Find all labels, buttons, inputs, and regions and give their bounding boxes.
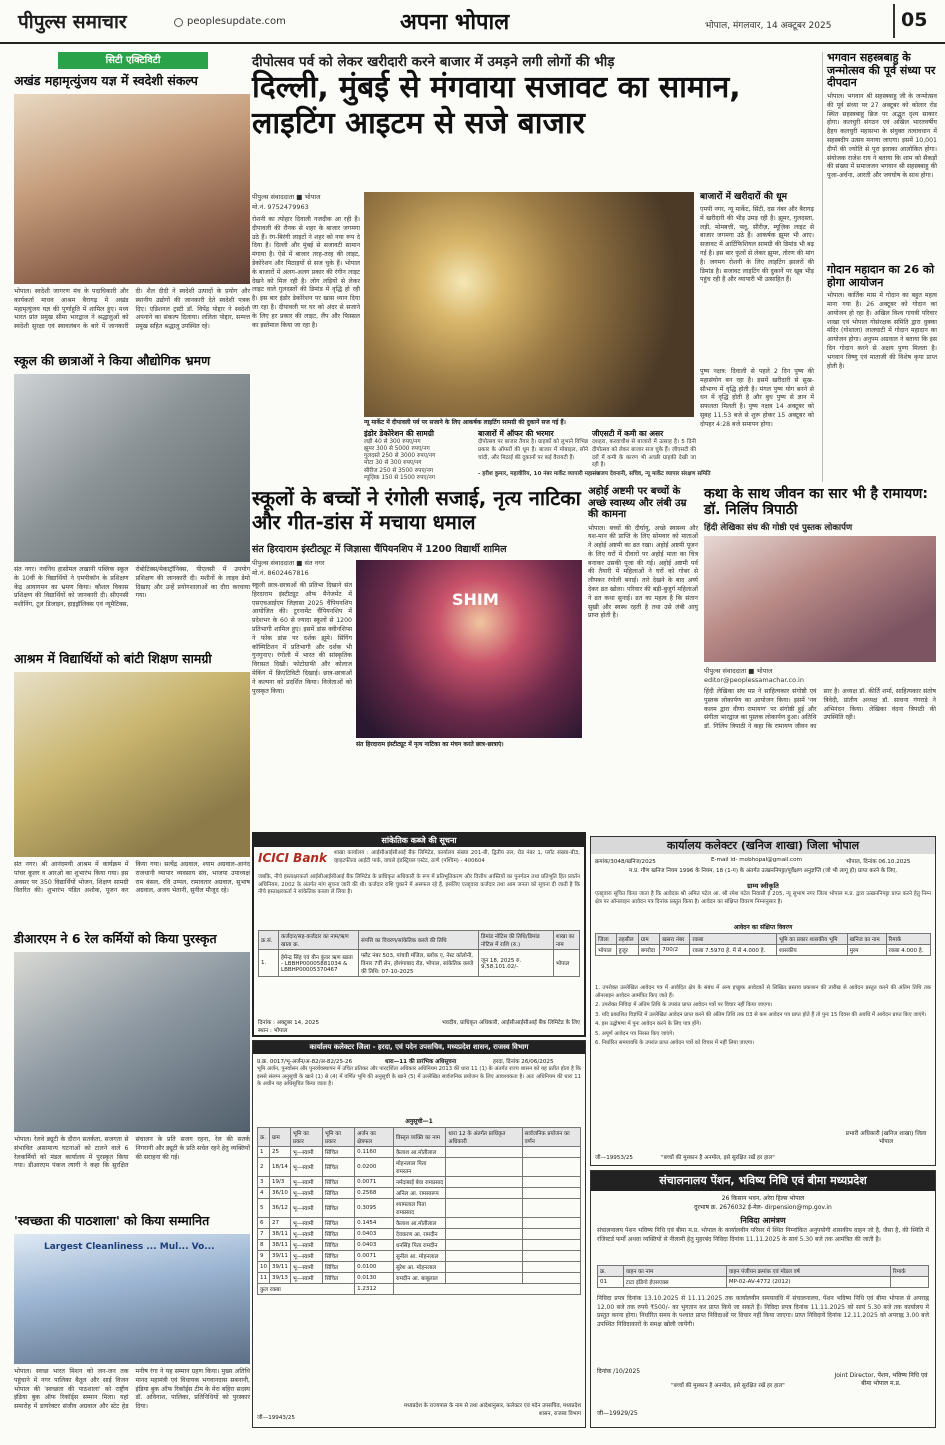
table-cell: 10 bbox=[258, 1262, 270, 1273]
city-activity-label: सिटी एक्टिविटी bbox=[58, 52, 208, 69]
decoration-item: म्यूज़िक 150 से 1500 रुपए/नग bbox=[364, 474, 436, 481]
collector-title: कार्यालय कलेक्टर (खनिज शाखा) जिला भोपाल bbox=[591, 837, 935, 854]
table-cell: 38/11 bbox=[270, 1229, 291, 1240]
story-ashram-photo bbox=[14, 672, 250, 857]
table-cell: भू—स्वामी bbox=[290, 1262, 322, 1273]
ramayan-story bbox=[704, 486, 936, 828]
table-cell: भू—स्वामी bbox=[290, 1147, 322, 1158]
website[interactable]: peoplesupdate.com bbox=[187, 16, 286, 27]
collector-ref2: जी—19953/25 bbox=[595, 1155, 633, 1161]
icici-place: स्थान : भोपाल bbox=[258, 1028, 288, 1034]
table-row bbox=[259, 950, 580, 977]
table-row bbox=[258, 1229, 581, 1240]
table-cell: 39/13 bbox=[270, 1273, 291, 1284]
table-cell: सिंचित bbox=[322, 1218, 354, 1229]
table-cell: कैलाश आ.मोतीलाल bbox=[393, 1218, 445, 1229]
icici-logo: ICICI Bank bbox=[258, 851, 327, 865]
award-banner-text: Largest Cleanliness ... Mul... Vo... bbox=[44, 1242, 215, 1252]
table-cell: 2 bbox=[258, 1158, 270, 1177]
table-header: वाहन पंजीयन क्रमांक एवं मॉडल वर्ष bbox=[726, 1266, 890, 1277]
table-cell bbox=[522, 1147, 580, 1158]
page-number: 05 bbox=[893, 4, 935, 38]
table-cell bbox=[446, 1218, 522, 1229]
table-cell: मुरम bbox=[847, 945, 886, 956]
table-cell: 11 bbox=[258, 1273, 270, 1284]
table-cell: मोहनलाल पिता रामरतन bbox=[393, 1158, 445, 1177]
collector-date: भोपाल, दिनांक 06.10.2025 bbox=[846, 859, 911, 865]
table-cell: 39/11 bbox=[270, 1262, 291, 1273]
ramayan-photo bbox=[704, 536, 936, 662]
harda-body: भूमि अर्जन, पुनर्वासन और पुनर्व्यवस्थापन में उचित प्रतिकर और पारदर्शिता अधिकार अधिनियम 2013 की धारा 11 (1) के अंतर्गत राज्य शासन को यह प्रतीत होता है कि इससे संलग्न अनुसूची के खाने (1) से (4) में वर्णित भूमि की अनुसूची के खाने (5) में उल्लेखित सार्वजनिक प्रयोजन के लिए आवश्यकता है। अतः अधिनियम की धारा 11 के अधीन यह अधिसूचित किया जाता है। bbox=[257, 1066, 581, 1088]
table-cell: 0.3095 bbox=[355, 1199, 394, 1218]
table-cell: 1. bbox=[259, 950, 279, 977]
table-header: रिमार्क bbox=[886, 934, 930, 945]
table-cell: रकबा 7.5970 हे. में से 4.000 हे. bbox=[690, 945, 777, 956]
table-cell: सिंचित bbox=[322, 1158, 354, 1177]
story-cleanliness-photo bbox=[14, 1234, 250, 1364]
decoration-price-box bbox=[364, 430, 474, 482]
table-cell: शासकीय bbox=[776, 945, 847, 956]
harda-notice-ad bbox=[252, 1040, 586, 1428]
table-header: ग्राम bbox=[638, 934, 659, 945]
collector-point: 1. उपरोक्त उल्लेखित आवेदन पत्र में आवेदित क्षेत्र के संबंध में अन्य इच्छुक आवेदकों से लिखित प्रस्ताव प्रकाशन की तारीख से आवेदन प्रस्तुत करने की अंतिम तिथि तक ऑनलाइन आवेदन आमंत्रित किए जाते हैं। bbox=[595, 985, 931, 999]
gst-box-title: जीएसटी में कमी का असर bbox=[592, 429, 664, 438]
decoration-item: लड़ी 40 से 300 रुपए/नग bbox=[364, 438, 421, 445]
icici-signature: भवदीय, प्राधिकृत अधिकारी, आईसीआईसीआई बैंक लिमिटेड के लिए bbox=[441, 1020, 580, 1026]
table-cell bbox=[522, 1177, 580, 1188]
total-label: कुल रकबा bbox=[258, 1284, 355, 1295]
table-total-row bbox=[258, 1284, 581, 1295]
school-story-photo bbox=[356, 560, 582, 738]
lead-story bbox=[252, 52, 814, 482]
offers-box-body: दीपोत्सव पर बाजार तैयार है। ग्राहकों को लुभाने विभिन्न प्रकार के ऑफरों की धूम है। बाजार में मोबाइल, सोने चांदी, और मिठाई की दुकानों पर कई वैरायटी हैं। bbox=[478, 438, 588, 461]
table-cell bbox=[446, 1229, 522, 1240]
table-cell: भू—स्वामी bbox=[290, 1240, 322, 1251]
table-cell: भोपाल bbox=[596, 945, 617, 956]
ramayan-headline: कथा के साथ जीवन का सार भी है रामायण: डॉ. निलिंप त्रिपाठी bbox=[704, 486, 928, 519]
table-header: क्र.सं. bbox=[259, 931, 279, 950]
gst-box-body: दशहरा, करवाचौथ से बाजारों में उत्साह है। 5 दिनी दीपोत्सव को लेकर बाजार सज चुके हैं। जीएसटी की दरों में कमी के कारण भी अच्छी ग्राहकी देखी जा रही है। bbox=[592, 438, 696, 469]
ahoi-title: अहोई अष्टमी पर बच्चों के अच्छे स्वास्थ्य और लंबी उम्र की कामना bbox=[588, 486, 687, 520]
icici-body: जबकि, नीचे हस्ताक्षरकर्ता आईसीआईसीआई बैंक लिमिटेड के प्राधिकृत अधिकारी के रूप में प्रतिभूतिकरण और वित्तीय आस्तियों का पुनर्गठन तथा प्रतिभूति हित प्रवर्तन अधिनियम, 2002 के अंतर्गत मांग सूचना जारी की थी। कर्जदार राशि चुकाने में असफल रहे हैं, इसलिए एतद्द्वारा कर्जदार तथा आम जनता को सूचना दी जाती है कि नीचे हस्ताक्षरकर्ता ने सांकेतिक कब्जा ले लिया है। bbox=[258, 874, 580, 896]
story-school-title: स्कूल की छात्राओं ने किया औद्योगिक भ्रमण bbox=[14, 353, 211, 368]
table-cell: सिंचित bbox=[322, 1251, 354, 1262]
table-cell: 0.0130 bbox=[355, 1273, 394, 1284]
school-rangoli-story bbox=[252, 486, 582, 828]
table-cell bbox=[446, 1273, 522, 1284]
table-header: रिमार्क bbox=[890, 1266, 928, 1277]
table-cell: 7 bbox=[258, 1229, 270, 1240]
table-cell bbox=[446, 1188, 522, 1199]
table-header: तहसील bbox=[616, 934, 638, 945]
masthead bbox=[0, 0, 945, 44]
ramayan-subhead: हिंदी लेखिका संघ की गोष्ठी एवं पुस्तक लोकार्पण bbox=[704, 523, 853, 533]
table-cell: देवकरण आ. रामदीन bbox=[393, 1229, 445, 1240]
lead-photo bbox=[364, 192, 694, 417]
gst-box bbox=[592, 429, 711, 482]
table-cell: कैलाश आ.मोतीलाल bbox=[393, 1147, 445, 1158]
school-story-byline: पीपुल्स संवाददाता ■ संत नगर bbox=[252, 559, 325, 567]
table-cell: 0.0071 bbox=[355, 1251, 394, 1262]
table-cell: 1 bbox=[258, 1147, 270, 1158]
table-cell bbox=[446, 1262, 522, 1273]
ramayan-body: हिंदी लेखिका संघ मप्र ने साहित्यकार संगोष्ठी एवं पुस्तक लोकार्पण का आयोजन किया। इसमें 'नव कलम द्वारा वीणा रामायण' पर संगोष्ठी हुई और संगीता भारद्वाज का पुस्तक लोकार्पण हुआ। अतिथि डॉ. निलिंप त्रिपाठी ने कहा कि रामायण जीवन का सार है। अध्यक्ष डॉ. कीर्ति शर्मा, साहित्यकार संतोष त्रिवेदी, प्रांतीय अध्यक्ष डॉ. साधना गंगराड़े ने अभिनंदन किया। लेखिका वंदना त्रिपाठी की उपस्थिति रही। bbox=[704, 688, 936, 731]
pension-slogan: "बच्चों की मुस्कान है अनमोल, इसे सुरक्षित रखें हर हाल" bbox=[671, 1383, 785, 1389]
table-cell bbox=[446, 1251, 522, 1262]
collector-point: 5. अपूर्ण आवेदन पत्र निरस्त किए जाएंगे। bbox=[595, 1030, 675, 1037]
collector-rule: म.प्र. गौण खनिज नियम 1996 के नियम, 18 (1-ग) के अंतर्गत उत्खननिपट्टा/पूर्वेक्षण अनुज्ञप्ति (जो भी लागू हो) प्राप्त करने के लिए, bbox=[628, 868, 898, 874]
icici-notice-ad bbox=[252, 832, 586, 1037]
table-row bbox=[596, 945, 931, 956]
story-yagya-title: अखंड महामृत्युंजय यज्ञ में स्वदेशी संकल्प bbox=[14, 73, 198, 88]
collector-title2: ग्राम्य स्वीकृति bbox=[747, 882, 779, 890]
collector-ref: क्रमांक/3048/खनिज/2025 bbox=[595, 859, 656, 865]
story-cleanliness-title: 'स्वच्छता की पाठशाला' को किया सम्मानित bbox=[14, 1213, 210, 1228]
table-cell bbox=[393, 1284, 580, 1295]
table-cell: 39/11 bbox=[270, 1251, 291, 1262]
decoration-item: झूमर 300 से 5000 रुपए/नग bbox=[364, 445, 430, 452]
table-cell: 4 bbox=[258, 1188, 270, 1199]
pension-date: दिनांक /10/2025 bbox=[597, 1368, 641, 1375]
school-story-body: स्कूली छात्र-छात्राओं की प्रतिभा दिखाने संत हिरदाराम इंस्टीट्यूट ऑफ मैनेजमेंट में एसएचआईएम जिज्ञासा 2025 चैंपियनशिप आयोजित की। टूरनामेंट चैंपियनशिप में प्रदेशभर के 60 से ज्यादा स्कूलों से 1200 प्रतिभागी शामिल हुए। इसमें डांस क्वीनशिप्स ने फोक डांस पर दर्शक झूमे। सिंगिंग कॉम्पिटिशन में प्रतिभागी और दर्शक भी गुनगुनाए। रंगोली में भारत की सांस्कृतिक विरासत दिखी। फोटोग्राफी और कोलाज मेकिंग में क्रिएटिविटी दिखाई। छात्र-छात्राओं ने कल्पना को प्रदर्शित किया। विजेताओं को पुरस्कृत किया। bbox=[252, 582, 352, 695]
harda-date: हरदा, दिनांक 26/06/2025 bbox=[493, 1059, 554, 1065]
harda-title: कार्यालय कलेक्टर जिला - हरदा, एवं पदेन उपसचिव, मध्यप्रदेश शासन, राजस्व विभाग bbox=[253, 1041, 585, 1054]
story-school-body: संत नगर। नवनिध हासोमल लखानी पब्लिक स्कूल के 10वीं के विद्यार्थियों ने एमपीकॉन के प्रशिक्षण केंद्र आवागमन का भ्रमण किया। कौशल विकास प्रशिक्षण की विद्यार्थियों को जानकारी दी। सीएनसी मशीनिंग, टूल डिजाइन, हाइड्रॉलिक्स एवं न्यूमैटिक्स, रोबोटिक्स/मेकाट्रॉनिक्स, पीएलसी में उपयोग प्रशिक्षण की जानकारी दी। मशीनों के लाइव डेमो दिखाए और उन्हें प्रयोगशालाओं का दौरा करवाया गया। bbox=[14, 566, 250, 609]
table-cell: जून 18, 2025 रु. 9,58,101.02/- bbox=[479, 950, 554, 977]
table-cell bbox=[522, 1240, 580, 1251]
story-drm-title: डीआरएम ने 6 रेल कर्मियों को किया पुरस्कृत bbox=[14, 931, 217, 946]
table-header: भूमि का प्रकार bbox=[322, 1128, 354, 1147]
ahoi-body: भोपाल। बच्चों की दीर्घायु, अच्छे स्वास्थ्य और यश-मान की प्राप्ति के लिए सोमवार को माताओं ने अहोई अष्टमी का व्रत रखा। अहोई अष्टमी पूजन के लिए घरों में दीवारों पर अहोई माता का चित्र बनाकर उसकी पूजा की गई। अहोई अष्टमी पर्व की तैयारी में महिलाओं ने घरों को गोबर से लीपकर रंगोली बनाई। तारे देखने के बाद अर्घ्य देकर व्रत खोला। परिवार की बड़ी-बुजुर्ग महिलाओं ने व्रत कथा सुनाई। व्रत का महत्व है कि संतान सुखी और स्वस्थ रहती है तथा उसे लंबी आयु प्राप्त होती है। bbox=[588, 524, 698, 620]
ahoi-ashtami-story bbox=[588, 486, 698, 828]
table-cell: 8 bbox=[258, 1240, 270, 1251]
table-header: खसरा नंबर bbox=[660, 934, 690, 945]
table-cell bbox=[522, 1218, 580, 1229]
table-cell: भू—स्वामी bbox=[290, 1188, 322, 1199]
table-cell: भू—स्वामी bbox=[290, 1177, 322, 1188]
table-header: भूमि का प्रकार शासकीय भूमि bbox=[776, 934, 847, 945]
school-story-mobile: मो.नं. 8602467816 bbox=[252, 569, 309, 577]
table-cell: सुरेश आ. मोहनलाल bbox=[393, 1262, 445, 1273]
table-cell: 0.1454 bbox=[355, 1218, 394, 1229]
sahastrabahu-body: भोपाल। भगवान श्री सहस्त्रबाहु जी के जन्मोत्सव की पूर्व संध्या पर 27 अक्टूबर को कोलार रोड स्थित सहस्त्रबाहु ब्रिज पर अद्भुत दृश्य साकार होगा। कलचुरी संगठन एवं अखिल भारतवर्षीय हैहय कलचुरी महासभा के संयुक्त तत्वावधान में सहस्त्रदीप उत्सव मनाया जाएगा। इसमें 10,001 दीपों की ज्योति से पूरा इलाका आलोकित होगा। संयोजक राजेश राय ने बताया कि शाम को सैकड़ों की संख्या में समाजजन भगवान श्री सहस्त्रबाहु की पूजा-अर्चना, आरती और जयघोष के साथ होगा। bbox=[827, 92, 937, 180]
table-cell: 5 bbox=[258, 1199, 270, 1218]
lead-photo-caption: न्यू मार्केट में दीपावली पर्व पर सजाने के लिए आकर्षक लाइटिंग सामग्री की दुकानें सज गई हैं। bbox=[364, 419, 566, 426]
table-row bbox=[258, 1177, 581, 1188]
collector-email[interactable]: E-mail id- mobhopal@gmail.com bbox=[711, 857, 802, 863]
section-title: अपना भोपाल bbox=[400, 10, 510, 35]
table-cell: 9 bbox=[258, 1251, 270, 1262]
lead-side-body: एमपी नगर, न्यू मार्केट, सिंटी, दस नंबर और बैरागढ़ में खरीदारी की भीड़ उमड़ रही है। झूमर, गुलदस्ता, लड़ी, मोमबत्ती, फ्लू, सीरीज़, म्यूज़िक लाइट से बाजार जगमगा उठे हैं। आकर्षक झूमर भी आए। सजावट में आर्टिफिशियल सामग्री की डिमांड भी बढ़ गई है। इस बार फूलों से लेकर झूमर, तोरण की मांग है। जगमग रोशनी के लिए लाइटिंग झालरों की डिमांड है। सजावट लाइटिंग की दुकानें पर खूब भीड़ पहुंच रही है और व्यापारी भी उत्साहित हैं। bbox=[700, 206, 814, 284]
pension-ref2: जी—19929/25 bbox=[597, 1410, 638, 1417]
table-cell bbox=[522, 1251, 580, 1262]
table-cell: 01 bbox=[598, 1277, 624, 1288]
table-cell: धनसिंह पिता रामदीन bbox=[393, 1240, 445, 1251]
table-cell: सिंचित bbox=[322, 1240, 354, 1251]
table-cell bbox=[522, 1158, 580, 1177]
table-cell bbox=[522, 1188, 580, 1199]
table-cell: 0.0100 bbox=[355, 1262, 394, 1273]
table-header: क्र. bbox=[258, 1128, 270, 1147]
harda-ref2: जी—19943/25 bbox=[257, 1415, 295, 1421]
decoration-item: गुलदस्ते 250 से 3000 रुपए/नग bbox=[364, 453, 436, 460]
table-cell: भू—स्वामी bbox=[290, 1229, 322, 1240]
table-row bbox=[258, 1240, 581, 1251]
table-cell bbox=[446, 1147, 522, 1158]
table-cell: 36/10 bbox=[270, 1188, 291, 1199]
godan-body: भोपाल। कार्तिक मास में गोदान का बहुत महत्व माना गया है। 26 अक्टूबर को गोदान का आयोजन हो रहा है। अखिल विश्व गायत्री परिवार शाखा एवं भोपाल गोसंरक्षक समिति द्वारा धुक्का मंदिर (गोशाला) लालघाटी में गोदान महादान का आयोजन होगा। अनुपम अग्रवाल ने बताया कि इस दिन गोदान करने से अक्षय पुण्य मिलता है। भगवान विष्णु एवं माताजी की विशेष कृपा प्राप्त होती है। bbox=[827, 292, 937, 370]
table-header-row bbox=[259, 931, 580, 950]
pension-signature: Joint Director, पेंशन, भविष्य निधि एवं बीमा भोपाल म.प्र. bbox=[834, 1372, 928, 1387]
table-cell: 3 bbox=[258, 1177, 270, 1188]
table-cell bbox=[446, 1158, 522, 1177]
table-cell bbox=[522, 1273, 580, 1284]
offers-box bbox=[478, 429, 600, 482]
table-cell: भू—स्वामी bbox=[290, 1273, 322, 1284]
total-value: 1.2312 bbox=[355, 1284, 394, 1295]
table-cell: 27 bbox=[270, 1218, 291, 1229]
ramayan-email[interactable]: editor@peoplessamachar.co.in bbox=[704, 676, 804, 684]
table-cell: टाटा इंडिगो ईएसएक्स bbox=[623, 1277, 726, 1288]
table-cell: भू—स्वामी bbox=[290, 1199, 322, 1218]
offers-box-title: बाजारों में ऑफर की भरमार bbox=[478, 429, 554, 438]
lead-headline: दिल्ली, मुंबई से मंगवाया सजावट का सामान, लाइटिंग आइटम से सजे बाजार bbox=[252, 70, 741, 141]
lead-byline: पीपुल्स संवाददाता ■ भोपाल bbox=[252, 193, 321, 201]
table-header: डिमांड नोटिस की तिथि/डिमांड नोटिस में राशि (रु.) bbox=[479, 931, 554, 950]
godan-title: गोदान महादान का 26 को होगा आयोजन bbox=[827, 262, 935, 289]
table-cell bbox=[446, 1240, 522, 1251]
table-cell bbox=[522, 1262, 580, 1273]
story-yagya-body: भोपाल। स्वदेशी जागरण मंच के पदाधिकारी और कार्यकर्ता माधव आश्रम बैरागढ़ में अखंड महामृत्युंजय यज्ञ की पूर्णाहुति में शामिल हुए। मध्य भारत प्रांत प्रमुख सीमा भारद्वाज ने श्रद्धालुओं को स्वदेशी सुरक्षा एवं स्वावलंबन के बारे में जानकारी दी। शैल दीदी ने स्वदेशी उत्पादों के प्रयोग और स्थानीय उद्योगों की जानकारी देते स्वदेशी पत्रक दिए। एडिशनल ट्रस्टी डॉ. विपेंद्र पोद्दार ने स्वदेशी अपनाने का संकल्प दिलाया। ललिता पोद्दार, सम्पत्त प्रमुख सहित श्रद्धालु उपस्थित रहे। bbox=[14, 288, 250, 331]
table-cell bbox=[522, 1229, 580, 1240]
collector-points bbox=[595, 985, 931, 1125]
table-cell: श्यामलाल पिता रामप्रसाद bbox=[393, 1199, 445, 1218]
table-cell: 6 bbox=[258, 1218, 270, 1229]
dateline: भोपाल, मंगलवार, 14 अक्टूबर 2025 bbox=[705, 21, 832, 31]
table-cell: रकबा 4.000 हे. bbox=[886, 945, 930, 956]
table-cell: अनिल आ. रामस्वरूप bbox=[393, 1188, 445, 1199]
table-cell: 19/3 bbox=[270, 1177, 291, 1188]
table-row bbox=[258, 1273, 581, 1284]
collector-mining-ad bbox=[590, 836, 936, 1166]
pension-phone: दूरभाष क्र. 2676032 ई-मेल- dirpension@mp.gov.in bbox=[694, 1204, 832, 1211]
table-cell: 0.0200 bbox=[355, 1158, 394, 1177]
table-cell: बगरोदा bbox=[638, 945, 659, 956]
icici-notice-title: सांकेतिक कब्जे की सूचना bbox=[254, 834, 584, 847]
table-cell: हुजूर bbox=[616, 945, 638, 956]
table-cell: MP-02-AV-4772 (2012) bbox=[726, 1277, 890, 1288]
school-photo-caption: संत हिरदाराम इंस्टीट्यूट में नृत्य नाटिका का मंचन करते छात्र-छात्राएं। bbox=[356, 741, 504, 748]
table-cell: सिंचित bbox=[322, 1177, 354, 1188]
table-header: कर्जदार/सह-कर्जदार का नाम/ऋण खाता क्र. bbox=[279, 931, 359, 950]
table-header: खनिज का नाम bbox=[847, 934, 886, 945]
table-row bbox=[258, 1147, 581, 1158]
brand-logo: पीपुल्स समाचार bbox=[18, 11, 127, 33]
story-drm-photo bbox=[14, 952, 250, 1132]
story-school-photo bbox=[14, 374, 250, 562]
table-cell: 36/12 bbox=[270, 1199, 291, 1218]
table-cell: 700/2 bbox=[660, 945, 690, 956]
table-header: संपत्ति का विवरण/सांकेतिक कब्जे की तिथि bbox=[359, 931, 479, 950]
table-row bbox=[258, 1158, 581, 1177]
table-header: रकबा bbox=[690, 934, 777, 945]
harda-ref: प्र.क्र. 0017/भू-अर्जन/अ-82/अ-82/25-26 bbox=[257, 1059, 353, 1065]
pension-notice-title: निविदा आमंत्रण bbox=[740, 1216, 786, 1225]
icici-table bbox=[258, 930, 580, 977]
table-cell: 38/11 bbox=[270, 1240, 291, 1251]
table-header: क्र. bbox=[598, 1266, 624, 1277]
table-cell bbox=[890, 1277, 928, 1288]
table-cell: सिंचित bbox=[322, 1262, 354, 1273]
table-cell: सिंचित bbox=[322, 1273, 354, 1284]
table-cell: हेमेन्द्र सिंह एवं यीन कुंवर ऋण खाता - LBBHP00005881034 & LBBHP00005370467 bbox=[279, 950, 359, 977]
table-row bbox=[258, 1199, 581, 1218]
table-cell: फ्लैट नंबर 503, पांचवी मंजिल, ब्लॉक ए, नेस्ट कॉलोनी, विनार 7वीं लेन, होशंगाबाद रोड, भोपाल, सांकेतिक कब्जे की तिथि: 07-10-2025 bbox=[359, 950, 479, 977]
table-cell: 25 bbox=[270, 1147, 291, 1158]
table-header: जिला bbox=[596, 934, 617, 945]
collector-table bbox=[595, 933, 931, 956]
decoration-box-title: इंडोर डेकोरेशन की सामग्री bbox=[364, 429, 434, 438]
table-cell: सिंचित bbox=[322, 1199, 354, 1218]
decoration-item: मोटा 30 से 300 रुपए/नग bbox=[364, 460, 422, 467]
lead-mobile: मो.नं. 9752479963 bbox=[252, 203, 309, 211]
table-cell bbox=[446, 1177, 522, 1188]
table-row bbox=[258, 1262, 581, 1273]
icici-address: शाखा कार्यालय : आईसीआईसीआई बैंक लिमिटेड, कार्यालय संख्या 201-बी, द्वितीय तल, रोड नंबर 1, प्लॉट संख्या-बी3, व्हाइटफील्ड आईटी पार्क, वाघले इंडस्ट्रियल एस्टेट, ठाणे (पश्चिम) - 400604 bbox=[334, 850, 580, 864]
table-cell: 0.0071 bbox=[355, 1177, 394, 1188]
collector-subtitle: आवेदन का संक्षिप्त विवरण bbox=[733, 924, 793, 931]
table-header: वाहन का नाम bbox=[623, 1266, 726, 1277]
table-header-row bbox=[598, 1266, 929, 1277]
globe-icon bbox=[174, 18, 183, 27]
harda-schedule-label: अनुसूची—1 bbox=[405, 1118, 433, 1125]
table-row bbox=[598, 1277, 929, 1288]
sahastrabahu-title: भगवान सहस्त्रबाहु के जन्मोत्सव की पूर्व संध्या पर दीपदान bbox=[827, 51, 936, 90]
right-column bbox=[822, 52, 936, 482]
table-cell: सुनील आ. मोहनलाल bbox=[393, 1251, 445, 1262]
collector-point: 4. इस उद्घोषणा में पुनः आवेदन करने के लिए पात्र होंगे। bbox=[595, 1021, 702, 1028]
table-cell: सिंचित bbox=[322, 1188, 354, 1199]
table-header-row bbox=[596, 934, 931, 945]
pension-address: 26 किसान भवन, अरेरा हिल्स भोपाल bbox=[721, 1195, 805, 1202]
story-ashram-body: संत नगर। श्री आनंदमयी आश्रम में कार्यक्रम में पांचर कूलर व आरओ का शुभारंभ किया गया। इस अवसर पर 350 विद्यार्थियों भोजन, शिक्षण सामग्री वितरित की। शुभारंभ पंडित अशोक, पूजन कर किया गया। सत्येंद्र अग्रवाल, श्याम अग्रवाल-आनंद राजधानी व्यापार व्यवसाय संघ, भाजपा उपाध्यक्ष राम बंसल, रवि उप्पल, रामावतार अग्रवाल, सुभाष अग्रवाल, अजय भेतानी, सुनील मौजूद रहे। bbox=[14, 861, 250, 895]
table-header: शाखा का नाम bbox=[553, 931, 579, 950]
table-row bbox=[258, 1188, 581, 1199]
table-cell: रामदीन आ. बाबूलाल bbox=[393, 1273, 445, 1284]
table-header: अर्जन का क्षेत्रफल bbox=[355, 1128, 394, 1147]
shim-banner-text: SHIM bbox=[452, 590, 499, 609]
school-story-subhead: संत हिरदाराम इंस्टीट्यूट में जिज्ञासा चैंपियनशिप में 1200 विद्यार्थी शामिल bbox=[252, 544, 507, 555]
icici-date: दिनांक : अक्टूबर 14, 2025 bbox=[258, 1020, 320, 1026]
table-header: विस्तृत व्यक्ति का नाम bbox=[393, 1128, 445, 1147]
table-cell: सिंचित bbox=[322, 1147, 354, 1158]
table-header: भूमि का प्रकार bbox=[290, 1128, 322, 1147]
collector-point: 3. यदि प्रकाशित विज्ञप्ति में उल्लेखित आवेदन प्राप्त करने की अंतिम तिथि तक 03 से कम आवेदन पत्र प्राप्त होते हैं तो पुनः 15 दिवस की अवधि में आवेदन प्राप्त किए जाएंगे। bbox=[595, 1011, 927, 1018]
harda-table bbox=[257, 1127, 581, 1295]
story-yagya-photo bbox=[14, 94, 250, 284]
harda-section: धारा—11 की प्रारंभिक अधिसूचना bbox=[385, 1059, 457, 1065]
offers-box-quote: - हरीश कुमार, महावीरिय, 10 नंबर मार्केट व्यापारी महासंघ bbox=[478, 470, 600, 477]
table-cell: 0.0403 bbox=[355, 1229, 394, 1240]
table-cell: भू—स्वामी bbox=[290, 1251, 322, 1262]
table-cell: भू—स्वामी bbox=[290, 1218, 322, 1229]
gst-box-quote: - अजय देवनानी, सचिव, न्यू मार्केट व्यापार संरक्षण समिति bbox=[592, 470, 711, 477]
school-story-headline: स्कूलों के बच्चों ने रंगोली सजाई, नृत्य नाटिका और गीत-डांस में मचाया धमाल bbox=[252, 486, 581, 535]
table-header: धारा 12 के अंतर्गत प्राधिकृत अधिकारी bbox=[446, 1128, 522, 1147]
table-cell: 0.0403 bbox=[355, 1240, 394, 1251]
table-header-row bbox=[258, 1128, 581, 1147]
table-row bbox=[258, 1251, 581, 1262]
pension-tender-ad bbox=[590, 1170, 936, 1428]
table-cell bbox=[522, 1199, 580, 1218]
harda-signature: मध्यप्रदेश के राज्यपाल के नाम से तथा आदेशानुसार, कलेक्टर एवं पदेन उपसचिव, मध्यप्रदेश शासन, राजस्व विभाग bbox=[403, 1403, 581, 1417]
lead-kicker: दीपोत्सव पर्व को लेकर खरीदारी करने बाजार में उमड़ने लगी लोगों की भीड़ bbox=[252, 54, 615, 70]
left-column bbox=[14, 52, 250, 1437]
table-cell: सिंचित bbox=[322, 1229, 354, 1240]
table-cell: 0.1160 bbox=[355, 1147, 394, 1158]
table-cell bbox=[446, 1199, 522, 1218]
pension-terms: निविदा प्रपत्र दिनांक 13.10.2025 से 11.11.2025 तक कार्यालयीन समयावधि में संचालनालय, पेंशन भविष्य निधि एवं बीमा भोपाल से अपराह्न 12.00 बजे तक रुपये ₹500/- का भुगतान कर प्राप्त किये जा सकते हैं। निविदा प्रपत्र दिनांक 11.11.2025 को सायं 5.30 बजे तक कार्यालय में प्रस्तुत करना होगा। निर्धारित समय के पश्चात प्राप्त निविदाओं पर विचार नहीं किया जाएगा। प्राप्त निविदायें दिनांक 12.11.2025 को अपराह्न 3.00 बजे उपस्थित निविदाकारों के समक्ष खोली जायेंगी। bbox=[597, 1295, 929, 1328]
lead-side-title: बाजारों में खरीदारों की धूम bbox=[700, 192, 788, 202]
collector-slogan: "बच्चों की मुस्कान है अनमोल, इसे सुरक्षित रखें हर हाल" bbox=[661, 1155, 775, 1161]
collector-body: एतद्द्वारा सूचित किया जाता है कि आवेदक श्री अमित पटेल आ. श्री रमेश पटेल निवासी ई 205, न्यू सुभाष नगर जिला भोपाल म.प्र. द्वारा उत्खननिपट्टा प्राप्त करने हेतु निम्न क्षेत्र पर ऑनलाइन आवेदन पत्र दिनांक प्रस्तुत किया है। आवेदन का संक्षिप्त विवरण निम्नानुसार है। bbox=[595, 891, 931, 905]
pension-title: संचालनालय पेंशन, भविष्य निधि एवं बीमा मध्यप्रदेश bbox=[591, 1171, 935, 1191]
story-ashram-title: आश्रम में विद्यार्थियों को बांटी शिक्षण सामग्री bbox=[14, 651, 212, 666]
pension-table bbox=[597, 1265, 929, 1288]
table-cell: भू—स्वामी bbox=[290, 1158, 322, 1177]
pension-body: संचालनालय पेंशन भविष्य निधि एवं बीमा म.प्र. भोपाल के कार्यालयीन परिसर में स्थित निम्नांकित अनुपयोगी शासकीय वाहन जो है, जैसा है, की स्थिति में रजिस्टर्ड फर्मों अथवा व्यक्तियों से नीलामी हेतु मुहरबंद निविदा दिनांक 11.11.2025 के सायं 5.30 बजे तक आमंत्रित की जाती है। bbox=[597, 1227, 929, 1243]
collector-point: 6. निर्धारित समयावधि के उपरांत प्राप्त आवेदन पत्रों को विचार में नहीं लिया जाएगा। bbox=[595, 1040, 755, 1047]
lead-pushya-nakshatra: पुष्य नक्षत्र: दिवाली से पहले 2 दिन पुष्य की महासंयोग बन रहा है। इसमें खरीदारी से सुख-सौभाग्य में वृद्धि होती है। मंगल पुष्य योग बनने से धन में वृद्धि होती है और बुध पुष्य से ज्ञान में सफलता मिलती है। पुष्य नक्षत्र 14 अक्टूबर को सुबह 11.53 बजे से शुरू होकर 15 अक्टूबर को दोपहर 4:28 बजे समापन होगा। bbox=[700, 368, 814, 428]
table-cell: भोपाल bbox=[553, 950, 579, 977]
story-drm-body: भोपाल। रेलवे ड्यूटी के दौरान सतर्कता, सजगता से संभावित असामान्य घटनाओं को टालने वाले 6 रेलकर्मियों को मंडल कार्यालय में पुरस्कृत किया गया। डीआरएम पंकज त्यागी ने कहा कि सुरक्षित संचालन के प्रति सजग रहना, रेल की सतर्क निगरानी और ड्यूटी के प्रति सचेत रहने हेतु व्यक्तियों की सराहना की गई। bbox=[14, 1136, 250, 1170]
table-header: ग्राम bbox=[270, 1128, 291, 1147]
collector-signature: प्रभारी अधिकारी (खनिज शाखा) जिला भोपाल bbox=[845, 1131, 927, 1145]
table-header: सार्वजनिक प्रयोजन का वर्णन bbox=[522, 1128, 580, 1147]
table-row bbox=[258, 1218, 581, 1229]
table-cell: 0.2568 bbox=[355, 1188, 394, 1199]
ramayan-byline: पीपुल्स संवाददाता ■ भोपाल bbox=[704, 667, 773, 675]
decoration-item: सीरीज 250 से 3500 रुपए/नग bbox=[364, 467, 434, 474]
story-cleanliness-body: भोपाल। स्वच्छ भारत मिशन को जन-जन तक पहुंचाने में नगर पालिका बैतूल और साई विजन भोपाल की 'स्वच्छता की पाठशाला' को राष्ट्रीय इंडिया बुक ऑफ रिकॉर्ड्स सम्मान मिला। यहां समारोह में डायरेक्टर संजीव अग्रवाल और स्टेट हेड मनीष रंगा ने यह सम्मान ग्रहण किया। मुख्य अतिथि मानद महामंत्री एवं विधायक भगवानदास सबनानी, इंडिया बुक ऑफ रिकॉर्ड्स टीम के मेरा बहिरा सदस्य डॉ. अविनाश, पालिका, प्रतिनिधियों को पुरस्कार दिया। bbox=[14, 1368, 250, 1411]
collector-point: 2. उपरोक्त निविदा में अंतिम तिथि के उपरांत प्राप्त आवेदन पत्रों पर विचार नहीं किया जाएगा। bbox=[595, 1002, 773, 1009]
table-cell: 18/14 bbox=[270, 1158, 291, 1177]
lead-body: रोशनी का त्योहार दिवाली नजदीक आ रही है। दीपावली की रौनक से शहर के बाजार जगमगा उठे हैं। रंग-बिरंगी लाइटों ने शहर को नया रूप दे दिया है। दिल्ली और मुंबई से सजावटी सामान मंगाया है। ऐसे में बाजार तरह-तरह की लाइट, डेकोरेशन और मिठाइयों से सज चुके हैं। भोपाल के बाजारों में अलग-अलग प्रकार की रंगीन लाइट देखने को मिल रही है। लोग लड़ियों से लेकर लाइट वाले गुलदस्तों की डिमांड में वृद्धि हो रही है। इस बार इंडोर डेकोरेशन पर खास ध्यान दिया जा रहा है। दीपावली पर घर को अंदर से सजाने के लिए हर प्रकार की लाइट, लैंप और फिस्सल का इस्तेमाल किया जा रहा है। bbox=[252, 216, 360, 329]
table-cell: नर्मदाबाई बेवा रामप्रसाद bbox=[393, 1177, 445, 1188]
